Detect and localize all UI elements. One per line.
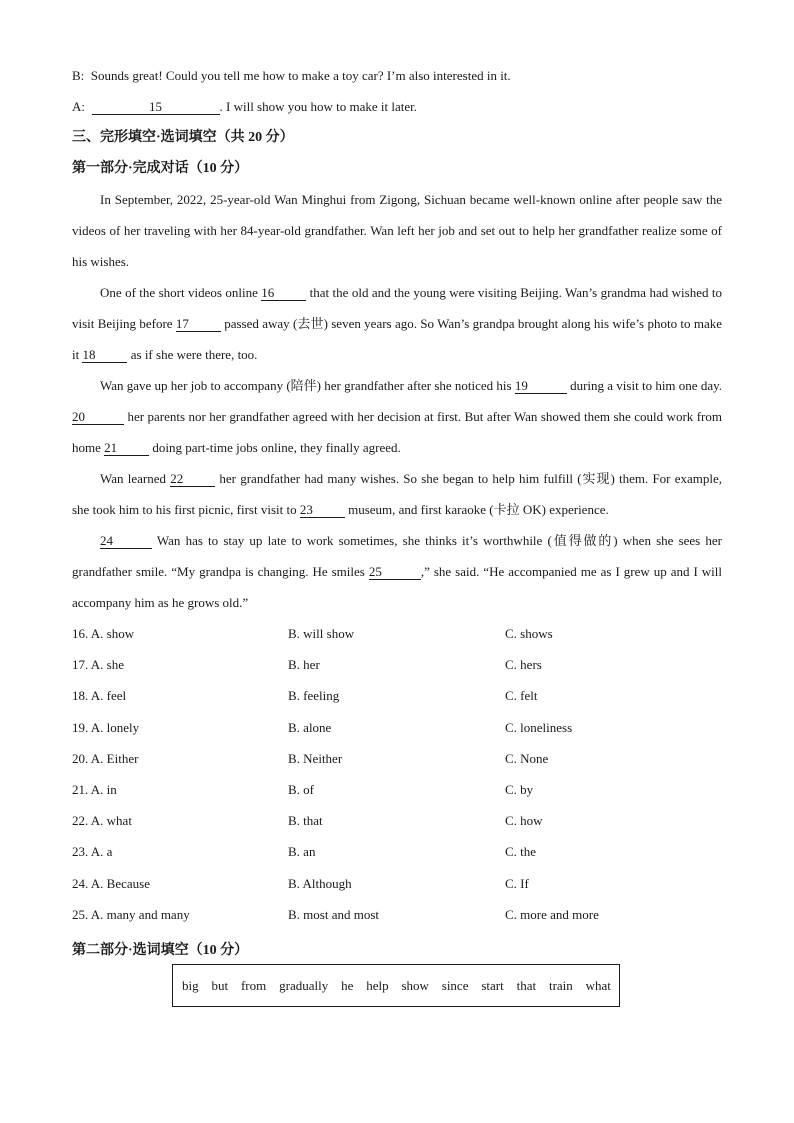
option-c[interactable]: C. shows <box>505 626 553 641</box>
page-content <box>72 60 722 930</box>
speaker-label: A: <box>72 99 85 114</box>
blank-16[interactable]: 16 <box>261 286 306 301</box>
option-c[interactable]: C. how <box>505 813 543 829</box>
option-b[interactable]: B. Although <box>288 875 352 891</box>
word-bank-item: help <box>366 977 389 993</box>
word-bank-box <box>172 964 620 1007</box>
word-bank-item: he <box>341 977 354 993</box>
option-row <box>72 743 722 774</box>
word-bank-item: that <box>516 977 537 993</box>
option-a[interactable]: 22. A. what <box>72 813 132 829</box>
passage-text: Wan gave up her job to accompany (陪伴) her grandfather after she noticed his <box>100 378 515 393</box>
option-a[interactable]: 25. A. many and many <box>72 906 190 922</box>
part1-title: 第一部分·完成对话（10 分） <box>72 161 249 176</box>
option-b[interactable]: B. her <box>288 657 320 673</box>
option-a[interactable]: 24. A. Because <box>72 875 150 891</box>
passage-text: that the old and the young were visiting Beijing. Wan’s grandma had wished to visit Beijing before <box>72 285 722 331</box>
blank-20[interactable]: 20 <box>72 410 124 425</box>
word-bank-item: from <box>240 977 267 993</box>
word-bank-item: gradually <box>279 977 329 993</box>
passage-text: her parents nor her grandfather agreed with her decision at first. But after Wan showed them she could work from home <box>72 409 722 455</box>
word-bank-item: but <box>211 977 229 993</box>
option-a[interactable]: 17. A. she <box>72 657 124 673</box>
word-bank-item: big <box>182 977 199 993</box>
section-title: 三、完形填空·选词填空（共 20 分） <box>72 130 294 145</box>
option-row <box>72 899 722 930</box>
passage-text: during a visit to him one day. <box>566 378 722 393</box>
passage-text: Wan learned <box>100 471 171 486</box>
passage-text: doing part-time jobs online, they finally agreed. <box>149 440 401 455</box>
passage-text: One of the short videos online <box>100 285 262 300</box>
option-a[interactable]: 21. A. in <box>72 781 117 797</box>
blank-18[interactable]: 18 <box>82 348 127 363</box>
blank-25[interactable]: 25 <box>369 565 421 580</box>
option-c[interactable]: C. loneliness <box>505 719 573 735</box>
option-row <box>72 618 722 649</box>
option-a[interactable]: 16. A. show <box>72 626 135 641</box>
options-list <box>72 618 722 930</box>
passage-paragraph-1: In September, 2022, 25-year-old Wan Minghui from Zigong, Sichuan became well-known online after people saw the videos of her traveling with her 84-year-old grandfather. Wan left her job and set out to help her grandfather realize some of his wishes. <box>72 192 722 269</box>
option-a[interactable]: 20. A. Either <box>72 750 139 766</box>
dialogue-line-a <box>72 91 722 122</box>
option-b[interactable]: B. feeling <box>288 688 340 704</box>
option-row <box>72 836 722 867</box>
option-b[interactable]: B. that <box>288 813 323 829</box>
option-row <box>72 774 722 805</box>
option-a[interactable]: 19. A. lonely <box>72 719 140 735</box>
passage-text: as if she were there, too. <box>127 347 258 362</box>
option-c[interactable]: C. None <box>505 750 549 766</box>
passage-text: ,” she said. “He accompanied me as I grew up and I will accompany him as he grows old.” <box>72 564 722 610</box>
blank-17[interactable]: 17 <box>176 317 221 332</box>
option-b[interactable]: B. Neither <box>288 750 343 766</box>
dialogue-line-b <box>72 60 722 91</box>
option-c[interactable]: C. more and more <box>505 906 599 922</box>
part2-title: 第二部分·选词填空（10 分） <box>72 943 249 958</box>
option-row <box>72 712 722 743</box>
blank-19[interactable]: 19 <box>515 379 567 394</box>
option-c[interactable]: C. by <box>505 781 534 797</box>
passage-text: Wan has to stay up late to work sometimes, she thinks it’s worthwhile (值得做的) when she sees her grandfather smile. “My grandpa is changing. He smiles <box>72 533 722 579</box>
passage-paragraph-5 <box>72 525 722 618</box>
passage-text: museum, and first karaoke (卡拉 OK) experience. <box>344 502 609 517</box>
option-b[interactable]: B. will show <box>288 626 355 641</box>
option-b[interactable]: B. an <box>288 844 316 860</box>
option-b[interactable]: B. of <box>288 781 314 797</box>
passage-paragraph-4 <box>72 463 722 525</box>
option-c[interactable]: C. If <box>505 875 529 891</box>
blank-22[interactable]: 22 <box>170 472 215 487</box>
passage-text: passed away (去世) seven years ago. So Wan’s grandpa brought along his wife’s photo to make it <box>72 316 723 362</box>
option-a[interactable]: 23. A. a <box>72 844 113 860</box>
passage-text: her grandfather had many wishes. So she began to help him fulfill (实现) them. For example, she took him to his first picnic, first visit to <box>72 471 723 517</box>
blank-24[interactable]: 24 <box>100 534 152 549</box>
option-row <box>72 680 722 711</box>
option-c[interactable]: C. hers <box>505 657 542 673</box>
word-bank-item: what <box>585 977 611 993</box>
speaker-label: B: <box>72 68 85 83</box>
word-bank-item: show <box>401 977 429 993</box>
word-bank-item: train <box>548 977 573 993</box>
dialogue-text: . I will show you how to make it later. <box>219 99 418 114</box>
word-bank-item: since <box>441 977 469 993</box>
blank-23[interactable]: 23 <box>300 503 345 518</box>
option-row <box>72 649 722 680</box>
word-bank-item: start <box>481 977 504 993</box>
option-b[interactable]: B. alone <box>288 719 332 735</box>
blank-21[interactable]: 21 <box>104 441 149 456</box>
option-row <box>72 805 722 836</box>
option-c[interactable]: C. felt <box>505 688 538 704</box>
passage-paragraph-3 <box>72 370 722 463</box>
passage-paragraph-2 <box>72 277 722 370</box>
blank-15[interactable]: 15 <box>92 100 220 115</box>
option-b[interactable]: B. most and most <box>288 906 380 922</box>
option-row <box>72 868 722 899</box>
option-a[interactable]: 18. A. feel <box>72 688 127 704</box>
option-c[interactable]: C. the <box>505 844 537 860</box>
dialogue-text: Sounds great! Could you tell me how to make a toy car? I’m also interested in it. <box>90 68 511 83</box>
